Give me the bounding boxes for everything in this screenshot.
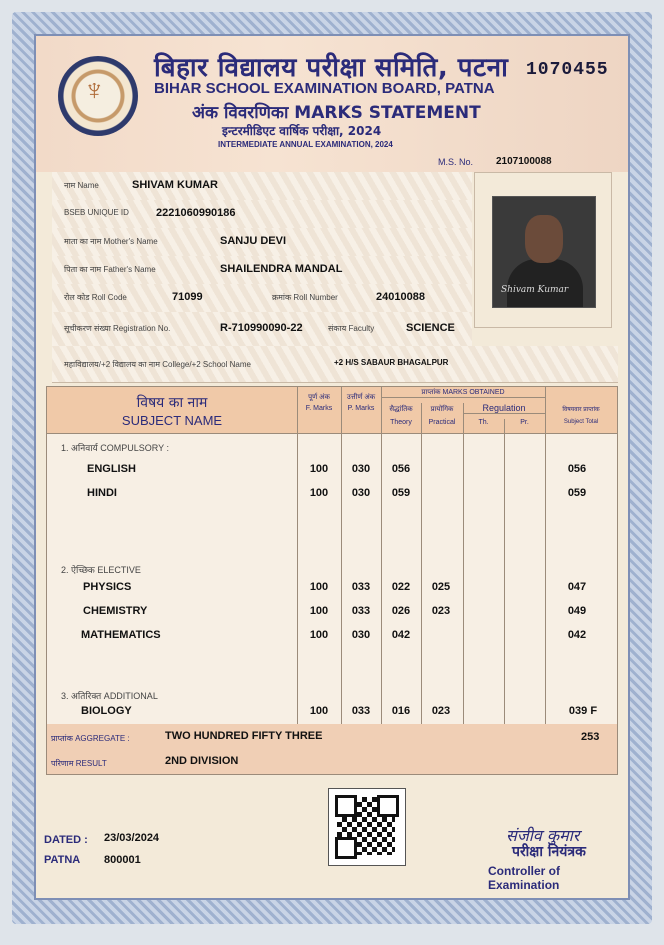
elective-label: 2. ऐच्छिक ELECTIVE <box>61 565 141 575</box>
additional-label: 3. अतिरिक्त ADDITIONAL <box>61 691 158 701</box>
father-value: SHAILENDRA MANDAL <box>220 263 343 275</box>
certificate-header <box>36 36 628 172</box>
pass-marks-header-hi: उत्तीर्ण अंक <box>346 394 376 401</box>
practical-header: Practical <box>428 419 456 426</box>
reg-pr-header: Pr. <box>520 419 529 426</box>
pass-marks-value: 030 <box>351 487 371 499</box>
father-label: पिता का नाम Father's Name <box>64 265 156 274</box>
regulation-header: Regulation <box>463 403 545 414</box>
practical-value: 025 <box>431 581 451 593</box>
theory-value: 056 <box>391 463 411 475</box>
student-info <box>52 172 472 386</box>
subject-total-value: 056 <box>567 463 587 475</box>
theory-value: 059 <box>391 487 411 499</box>
uid-row <box>52 200 472 229</box>
pass-marks-value: 030 <box>351 463 371 475</box>
full-marks-value: 100 <box>309 463 329 475</box>
name-row <box>52 172 472 201</box>
subject-total-header-hi: विषयवार प्राप्तांक <box>562 407 600 413</box>
name-value: SHIVAM KUMAR <box>132 179 218 191</box>
reg-th-header: Th. <box>478 419 489 426</box>
full-marks-value: 100 <box>309 487 329 499</box>
registration-row <box>52 312 472 347</box>
controller-title-hindi: परीक्षा नियंत्रक <box>512 844 586 860</box>
theory-header: Theory <box>390 419 412 426</box>
subject-total-value: 049 <box>567 605 587 617</box>
controller-title-english: Controller of Examination <box>488 864 560 892</box>
practical-value: 023 <box>431 705 451 717</box>
theory-header-hi: सैद्धांतिक <box>389 406 413 413</box>
roll-no-label: क्रमांक Roll Number <box>272 293 338 302</box>
full-marks-header-hi: पूर्ण अंक <box>308 394 330 401</box>
ms-no-label: M.S. No. <box>438 157 474 167</box>
theory-value: 016 <box>391 705 411 717</box>
marks-table-header <box>47 387 617 434</box>
subject-header-en: SUBJECT NAME <box>121 413 223 428</box>
uid-value: 2221060990186 <box>156 207 236 219</box>
qr-code-icon <box>328 788 406 866</box>
theory-value: 022 <box>391 581 411 593</box>
college-value: +2 H/S SABAUR BHAGALPUR <box>334 358 449 367</box>
name-label: नाम Name <box>64 181 99 190</box>
exam-title-hindi: इन्टरमीडिएट वार्षिक परीक्षा, 2024 <box>222 124 382 138</box>
mother-label: माता का नाम Mother's Name <box>64 237 158 246</box>
board-seal-icon: ♆ <box>58 56 138 136</box>
subject-total-value: 039 F <box>568 705 598 717</box>
full-marks-value: 100 <box>309 605 329 617</box>
subject-name: MATHEMATICS <box>81 629 161 641</box>
mother-row <box>52 228 472 257</box>
aggregate-label: प्राप्तांक AGGREGATE : <box>51 734 130 743</box>
marks-table <box>46 386 618 726</box>
college-row <box>52 346 618 383</box>
ms-no-value: 2107100088 <box>496 156 552 167</box>
result-label: परिणाम RESULT <box>51 759 107 768</box>
roll-code-label: रोल कोड Roll Code <box>64 293 127 302</box>
subject-total-value: 059 <box>567 487 587 499</box>
roll-code-value: 71099 <box>172 291 203 303</box>
exam-title-english: INTERMEDIATE ANNUAL EXAMINATION, 2024 <box>218 140 393 149</box>
college-label: महाविद्यालय/+2 विद्यालय का नाम College/+2 School Name <box>64 360 251 369</box>
certificate-body <box>34 34 630 900</box>
subject-total-value: 047 <box>567 581 587 593</box>
pass-marks-value: 033 <box>351 581 371 593</box>
place-code: 800001 <box>104 854 141 866</box>
subject-name: ENGLISH <box>87 463 136 475</box>
roll-row <box>52 284 472 313</box>
uid-label: BSEB UNIQUE ID <box>64 208 129 217</box>
subject-name: PHYSICS <box>83 581 132 593</box>
controller-signature: संजीव कुमार <box>506 826 580 845</box>
faculty-label: संकाय Faculty <box>328 324 375 333</box>
father-row <box>52 256 472 285</box>
aggregate-row <box>46 724 618 751</box>
subject-name: BIOLOGY <box>81 705 132 717</box>
subject-total-value: 042 <box>567 629 587 641</box>
pass-marks-header: P. Marks <box>347 405 375 412</box>
result-row <box>46 750 618 775</box>
roll-no-value: 24010088 <box>376 291 425 303</box>
pass-marks-value: 030 <box>351 629 371 641</box>
board-title-english: BIHAR SCHOOL EXAMINATION BOARD, PATNA <box>154 80 495 97</box>
full-marks-value: 100 <box>309 581 329 593</box>
compulsory-label: 1. अनिवार्य COMPULSORY : <box>61 443 169 453</box>
marks-obtained-header: प्राप्तांक MARKS OBTAINED <box>381 388 545 398</box>
subject-header-hi: विषय का नाम <box>136 395 208 411</box>
full-marks-value: 100 <box>309 705 329 717</box>
board-title-hindi: बिहार विद्यालय परीक्षा समिति, पटना <box>154 53 509 83</box>
serial-number: 1070455 <box>526 60 609 80</box>
statement-title: अंक विवरणिका MARKS STATEMENT <box>192 103 481 123</box>
practical-header-hi: प्रायोगिक <box>430 406 454 413</box>
practical-value: 023 <box>431 605 451 617</box>
registration-label: सूचीकरण संख्या Registration No. <box>64 324 171 333</box>
result-value: 2ND DIVISION <box>165 755 239 767</box>
aggregate-words: TWO HUNDRED FIFTY THREE <box>165 730 323 742</box>
registration-value: R-710990090-22 <box>220 322 303 334</box>
theory-value: 042 <box>391 629 411 641</box>
pass-marks-value: 033 <box>351 705 371 717</box>
dated-label: DATED : <box>44 834 88 846</box>
pass-marks-value: 033 <box>351 605 371 617</box>
subject-name: HINDI <box>87 487 117 499</box>
faculty-value: SCIENCE <box>406 322 455 334</box>
subject-total-header: Subject Total <box>563 419 599 425</box>
full-marks-value: 100 <box>309 629 329 641</box>
theory-value: 026 <box>391 605 411 617</box>
subject-name: CHEMISTRY <box>83 605 148 617</box>
dated-value: 23/03/2024 <box>104 832 160 844</box>
aggregate-value: 253 <box>581 731 600 743</box>
place-label: PATNA <box>44 854 81 866</box>
full-marks-header: F. Marks <box>305 405 333 412</box>
student-photo: Shivam Kumar <box>492 196 596 308</box>
mother-value: SANJU DEVI <box>220 235 287 247</box>
